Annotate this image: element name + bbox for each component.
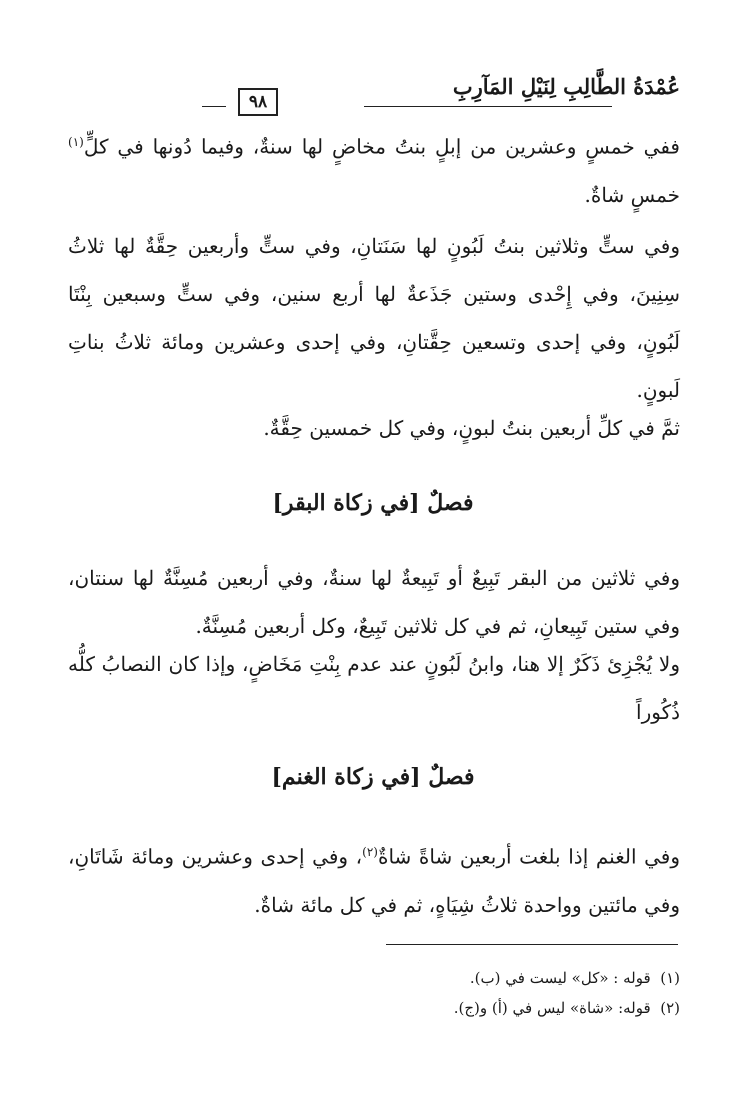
footnote-number: (١) (660, 969, 680, 987)
footnote-1 (68, 966, 680, 990)
footnote-number: (٢) (660, 999, 680, 1017)
paragraph-camels-3: ثمَّ في كلِّ أربعين بنتُ لبونٍ، وفي كل خمسين حِقَّةٌ. (263, 416, 680, 440)
section-heading-cattle: فصلٌ [في زكاة البقر] (272, 490, 474, 516)
paragraph-cattle-2: ولا يُجْزِئ ذَكَرٌ إلا هنا، وابنُ لَبُونٍ عند عدم بِنْتِ مَخَاضٍ، وإذا كان النصابُ كلُّه ذُكُوراً (68, 652, 680, 724)
page-number: ٩٨ (248, 92, 268, 112)
paragraph-cattle-1: وفي ثلاثين من البقر تَبِيعٌ أو تَبِيعةٌ لها سنةٌ، وفي أربعين مُسِنَّةٌ لها سنتان، وفي ستين تَبِيعانِ، ثم في كل ثلاثين تَبِيعٌ، وكل أربعين مُسِنَّةٌ. (68, 566, 680, 638)
paragraph-camels-2: وفي ستٍّ وثلاثين بنتُ لَبُونٍ لها سَنَتانِ، وفي ستٍّ وأربعين حِقَّةٌ لها ثلاثُ سِنِينَ، وفي إِحْدى وستين جَذَعةٌ لها أربع سنين، وفي ستٍّ وسبعين بِنْتَا لَبُونٍ، وفي إحدى وتسعين حِقَّتانِ، وفي إحدى وعشرين ومائة ثلاثُ بناتِ لَبونٍ. (68, 234, 680, 402)
paragraph-text: ففي خمسٍ وعشرين من إبلٍ بنتُ مخاضٍ لها سنةٌ، وفيما دُونها في كلٍّ (83, 134, 680, 159)
paragraph-text-cont: ، وفي إحدى وعشرين ومائة شَاتَانِ، وفي مائتين وواحدة ثلاثُ شِيَاهٍ، ثم في كل مائة شاةٌ. (68, 844, 680, 917)
footnote-2 (68, 996, 680, 1020)
section-heading-sheep: فصلٌ [في زكاة الغنم] (271, 764, 475, 790)
paragraph-text: وفي الغنم إذا بلغت أربعين شاةً شاةٌ (377, 844, 680, 869)
footnote-ref-2: (٢) (362, 845, 378, 859)
footnote-ref-1: (١) (68, 135, 84, 149)
header-rule-short (202, 106, 226, 107)
paragraph-camels-1 (68, 118, 680, 219)
header-rule (364, 106, 612, 107)
paragraph-sheep (68, 828, 680, 929)
page-header (34, 72, 680, 116)
footnote-text: قوله: «شاة» ليس في (أ) و(ج). (453, 999, 651, 1017)
running-title: عُمْدَةُ الطَّالِبِ لِنَيْلِ المَآرِبِ (452, 74, 680, 99)
footnote-text: قوله : «كل» ليست في (ب). (469, 969, 651, 987)
page-number-box (238, 88, 278, 116)
footnote-separator (386, 944, 678, 945)
paragraph-text-cont: خمسٍ شاةٌ. (584, 182, 680, 207)
